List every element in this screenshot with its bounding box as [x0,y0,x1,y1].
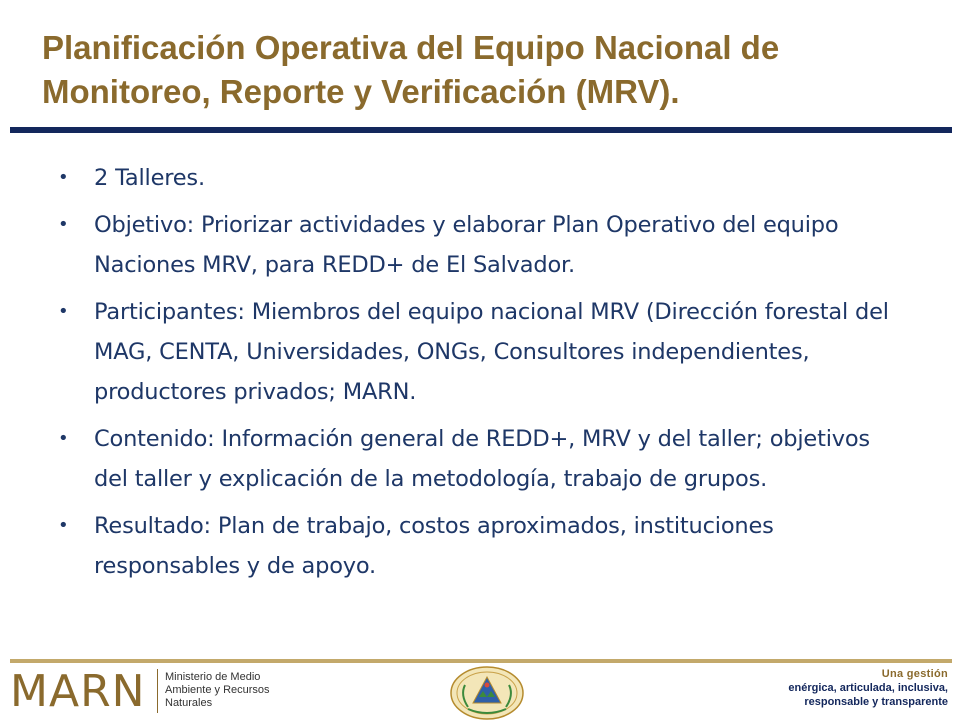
bullet-text: Objetivo: Priorizar actividades y elaborar Plan Operativo del equipo Naciones MRV, para REDD+ de El Salvador. [94,212,839,278]
tagline-line: enérgica, articulada, inclusiva, [788,682,948,694]
bullet-icon: • [58,301,69,322]
ministry-line: Ambiente y Recursos [165,684,270,696]
bullet-list [50,158,910,593]
bullet-item [50,158,910,198]
bullet-item [50,419,910,499]
marn-logo: MARN [10,666,146,717]
ministry-name [165,671,305,710]
coat-of-arms-icon [448,665,526,720]
bullet-text: Resultado: Plan de trabajo, costos aproximados, instituciones responsables y de apoyo. [94,513,774,579]
bullet-item [50,205,910,285]
slide-title: Planificación Operativa del Equipo Nacional de Monitoreo, Reporte y Verificación (MRV). [42,29,780,110]
bullet-text: 2 Talleres. [94,165,205,191]
bullet-icon: • [58,428,69,449]
bullet-icon: • [58,167,69,188]
bullet-item [50,506,910,586]
ministry-line: Naturales [165,697,213,709]
tagline-lead: Una gestión [881,668,948,680]
ministry-line: Ministerio de Medio [165,671,261,683]
bullet-text: Contenido: Información general de REDD+, MRV y del taller; objetivos del taller y explicación de la metodología, trabajo de grupos. [94,426,870,492]
logo-separator [157,669,158,713]
bullet-text: Participantes: Miembros del equipo nacional MRV (Dirección forestal del MAG, CENTA, Universidades, ONGs, Consultores independientes, productores privados; MARN. [94,299,889,405]
tagline [688,667,948,709]
footer-divider [10,659,952,663]
bullet-icon: • [58,214,69,235]
bullet-item [50,292,910,412]
title-divider [10,127,952,133]
bullet-icon: • [58,515,69,536]
tagline-line: responsable y transparente [804,696,948,708]
